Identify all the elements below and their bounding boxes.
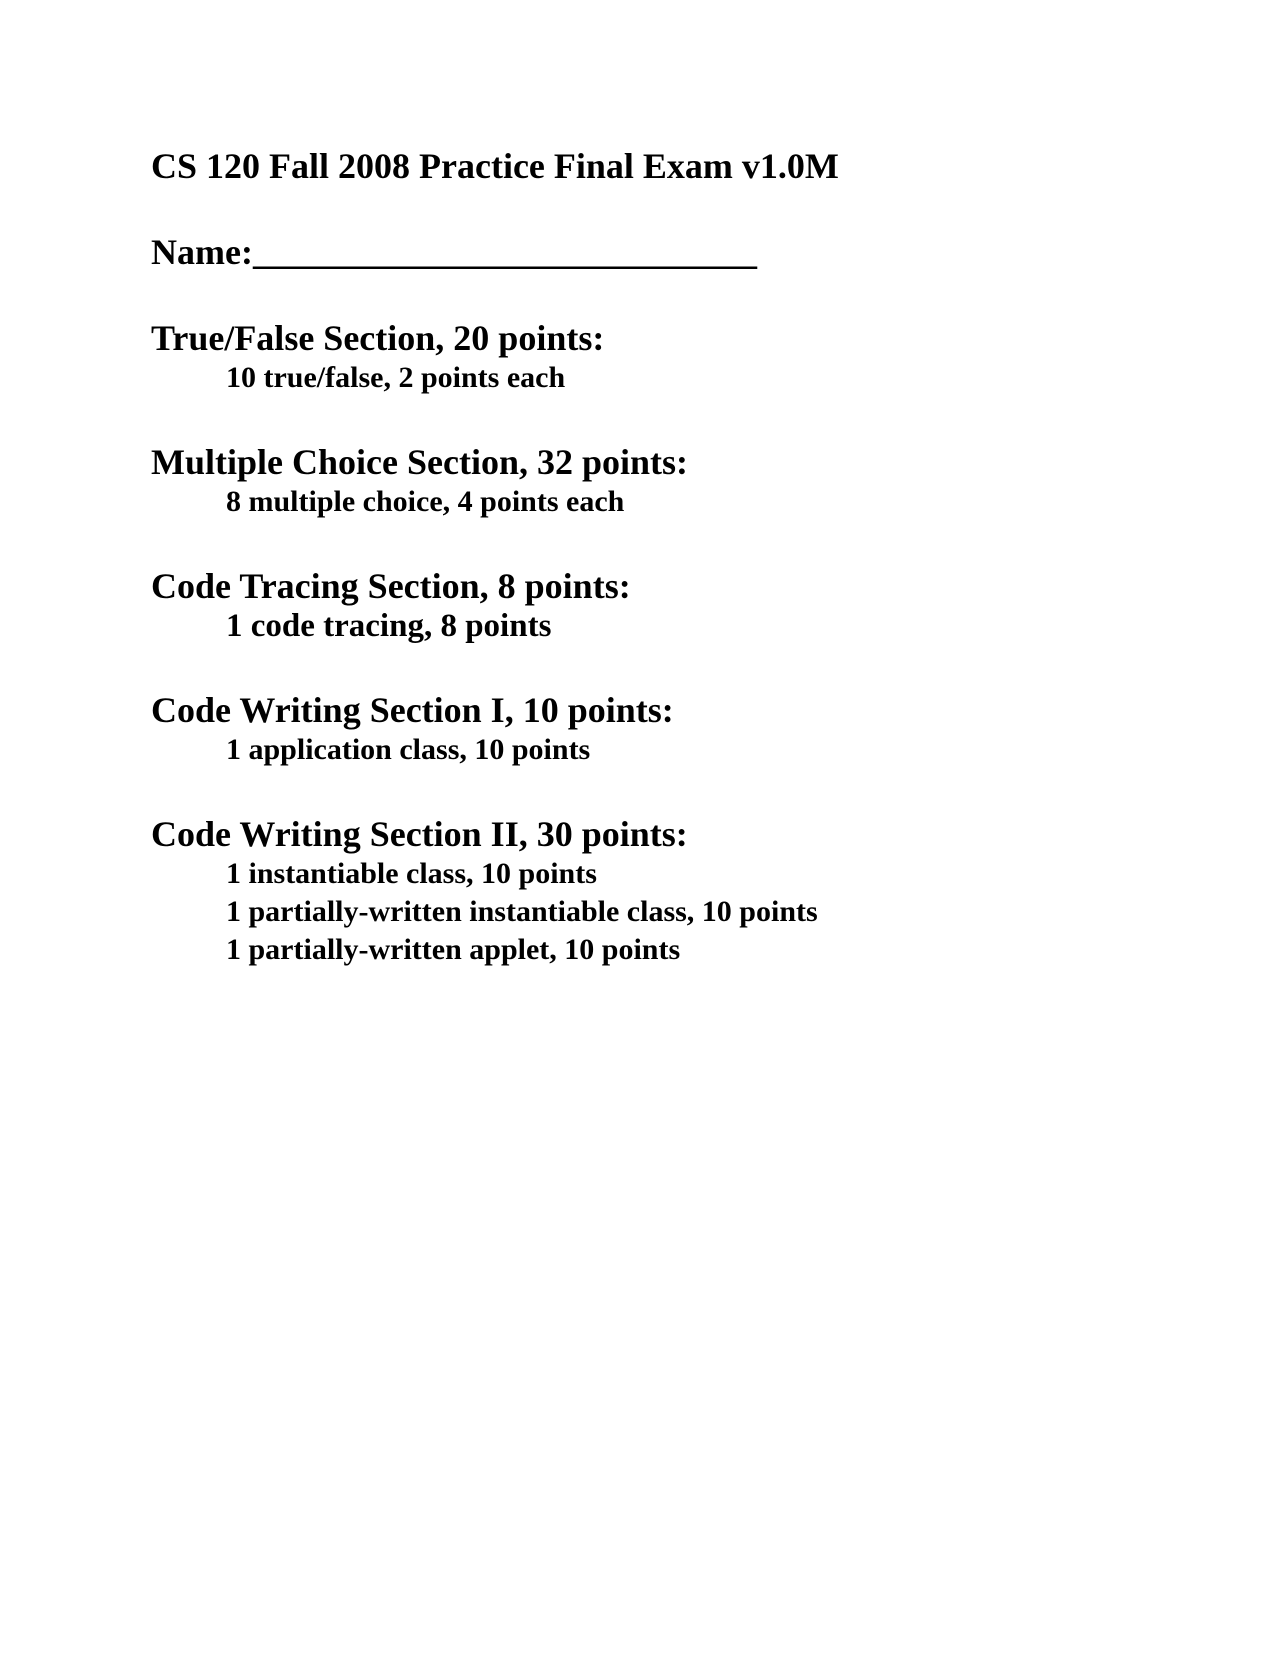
section-item: 1 partially-written instantiable class, 10 points (226, 895, 818, 928)
section-heading: True/False Section, 20 points: (151, 318, 605, 358)
section-code-tracing (151, 565, 1201, 645)
section-heading: Code Tracing Section, 8 points: (151, 566, 631, 606)
name-field-line: Name:____________________________ (151, 232, 757, 272)
section-item: 1 code tracing, 8 points (226, 608, 552, 644)
section-heading: Code Writing Section II, 30 points: (151, 814, 688, 854)
section-item: 1 partially-written applet, 10 points (226, 933, 681, 966)
section-heading: Multiple Choice Section, 32 points: (151, 442, 688, 482)
exam-title: CS 120 Fall 2008 Practice Final Exam v1.0M (151, 146, 839, 186)
section-item: 1 application class, 10 points (226, 733, 591, 766)
section-heading: Code Writing Section I, 10 points: (151, 690, 674, 730)
section-item: 10 true/false, 2 points each (226, 361, 566, 394)
section-true-false (151, 317, 1201, 397)
section-multiple-choice (151, 441, 1201, 521)
section-item: 1 instantiable class, 10 points (226, 857, 597, 890)
section-code-writing-2 (151, 813, 1201, 969)
section-code-writing-1 (151, 689, 1201, 769)
exam-cover-page (151, 145, 1201, 969)
section-item: 8 multiple choice, 4 points each (226, 485, 625, 518)
